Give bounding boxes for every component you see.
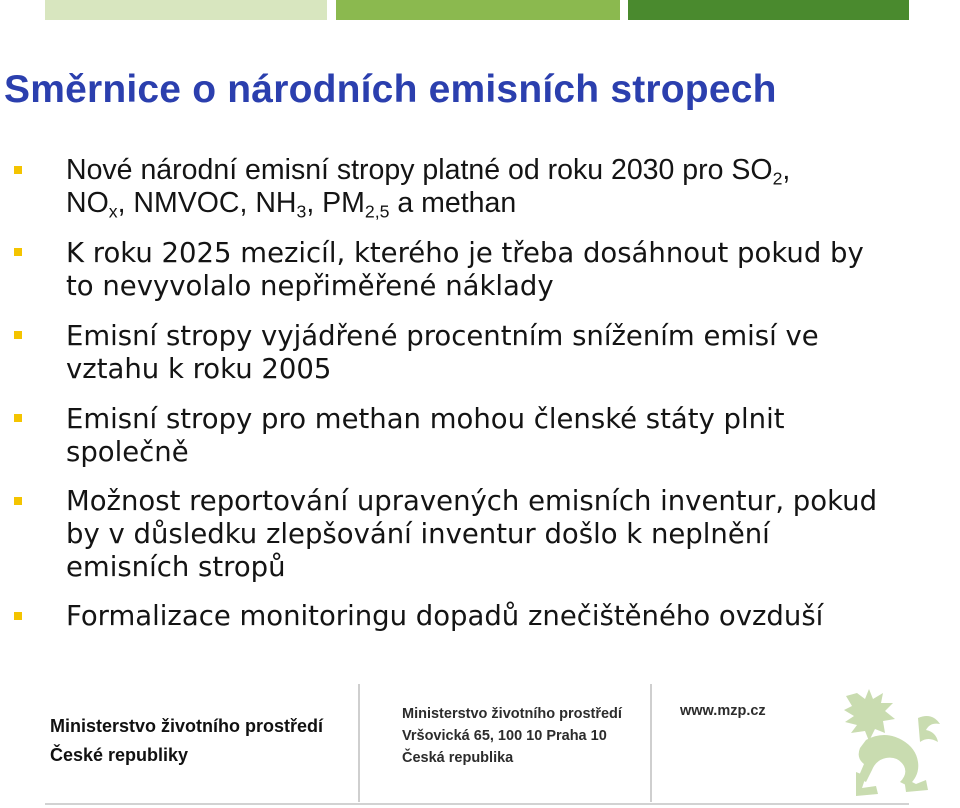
- bullet-line: to nevyvolalo nepřiměřené náklady: [66, 270, 554, 302]
- bullet-marker-icon: [14, 248, 22, 256]
- bullet-line: K roku 2025 mezicíl, kterého je třeba dosáhnout pokud by: [66, 237, 864, 269]
- address-line: Vršovická 65, 100 10 Praha 10: [402, 728, 607, 744]
- footer-line: [45, 803, 909, 805]
- address-line: Česká republika: [402, 750, 514, 766]
- subscript: 3: [296, 201, 307, 222]
- bullet-line: Možnost reportování upravených emisních inventur, pokud: [66, 485, 878, 517]
- bullet-marker-icon: [14, 166, 22, 174]
- bullet-line: Formalizace monitoringu dopadů znečištěného ovzduší: [66, 600, 824, 632]
- bullet-marker-icon: [14, 612, 22, 620]
- bullet-marker-icon: [14, 497, 22, 505]
- footer-divider: [650, 684, 652, 802]
- czech-lion-icon: [826, 688, 956, 798]
- subscript: 2,5: [364, 201, 390, 222]
- ministry-logo-text: [50, 712, 323, 770]
- bullet-marker-icon: [14, 414, 22, 422]
- bullet-line: Emisní stropy vyjádřené procentním snížením emisí ve: [66, 320, 819, 352]
- bullet-line: Nové národní emisní stropy platné od roku 2030 pro $SO_2$,: [66, 154, 791, 189]
- bullet-line: by v důsledku zlepšování inventur došlo k neplnění: [66, 518, 770, 550]
- website-link[interactable]: www.mzp.cz: [680, 703, 766, 719]
- subscript: 2: [772, 168, 783, 189]
- bullet-line: vztahu k roku 2005: [66, 353, 332, 385]
- bullet-line: společně: [66, 436, 189, 468]
- bullet-line: $NO_x$, NMVOC, $NH_3$, $PM_{2,5}$ a methan: [66, 187, 517, 222]
- slide-title: Směrnice o národních emisních stropech: [4, 68, 777, 111]
- address-line: Ministerstvo životního prostředí: [402, 706, 622, 722]
- top-bar-light: [45, 0, 327, 20]
- ministry-name-line: Ministerstvo životního prostředí: [50, 716, 324, 736]
- bullet-line: Emisní stropy pro methan mohou členské státy plnit: [66, 403, 785, 435]
- top-bar-mid: [336, 0, 620, 20]
- footer-address: [402, 703, 622, 769]
- top-bar-dark: [628, 0, 909, 20]
- bullet-marker-icon: [14, 331, 22, 339]
- ministry-name-line: České republiky: [50, 745, 189, 765]
- bullet-line: emisních stropů: [66, 551, 286, 583]
- subscript: x: [108, 201, 118, 222]
- footer-divider: [358, 684, 360, 802]
